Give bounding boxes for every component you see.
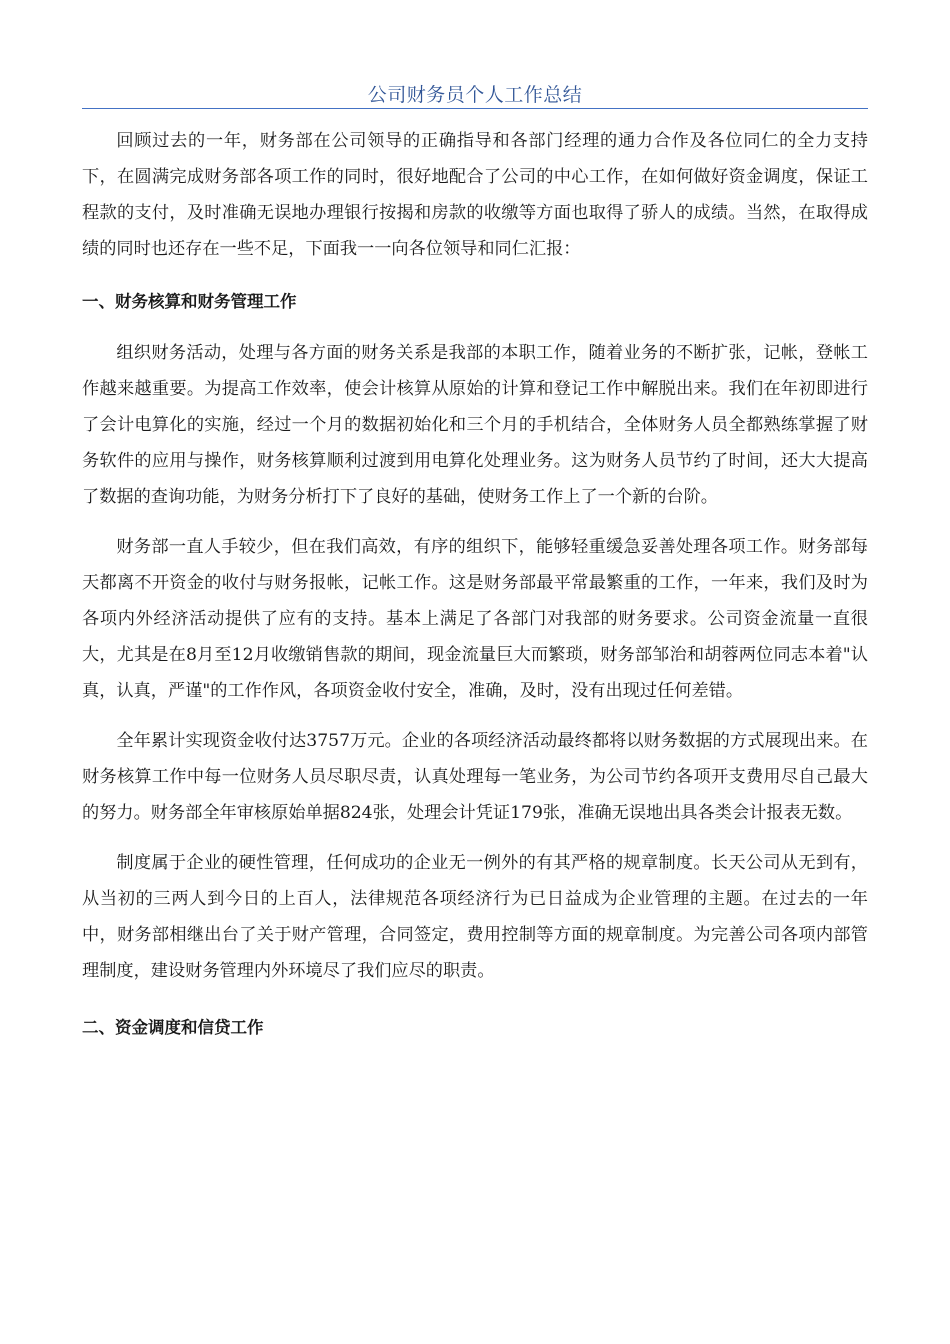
section1-paragraph-3: 全年累计实现资金收付达3757万元。企业的各项经济活动最终都将以财务数据的方式展现出来。在财务核算工作中每一位财务人员尽职尽责，认真处理每一笔业务，为公司节约各项开支费用尽自己最大的努力。财务部全年审核原始单据824张，处理会计凭证179张，准确无误地出具各类会计报表无数。 [82, 731, 868, 823]
intro-paragraph: 回顾过去的一年，财务部在公司领导的正确指导和各部门经理的通力合作及各位同仁的全力支持下，在圆满完成财务部各项工作的同时，很好地配合了公司的中心工作，在如何做好资金调度，保证工程款的支付，及时准确无误地办理银行按揭和房款的收缴等方面也取得了骄人的成绩。当然，在取得成绩的同时也还存在一些不足，下面我一一向各位领导和同仁汇报： [82, 131, 868, 259]
document-page [82, 0, 868, 1043]
section-heading-2: 二、资金调度和信贷工作 [82, 1018, 264, 1037]
document-title: 公司财务员个人工作总结 [367, 84, 583, 106]
section-heading-1: 一、财务核算和财务管理工作 [82, 292, 297, 311]
section1-paragraph-1: 组织财务活动，处理与各方面的财务关系是我部的本职工作，随着业务的不断扩张，记帐，登帐工作越来越重要。为提高工作效率，使会计核算从原始的计算和登记工作中解脱出来。我们在年初即进行了会计电算化的实施，经过一个月的数据初始化和三个月的手机结合，全体财务人员全都熟练掌握了财务软件的应用与操作，财务核算顺利过渡到用电算化处理业务。这为财务人员节约了时间，还大大提高了数据的查询功能，为财务分析打下了良好的基础，使财务工作上了一个新的台阶。 [82, 343, 868, 507]
title-underline [82, 108, 868, 109]
section1-paragraph-2: 财务部一直人手较少，但在我们高效，有序的组织下，能够轻重缓急妥善处理各项工作。财务部每天都离不开资金的收付与财务报帐，记帐工作。这是财务部最平常最繁重的工作，一年来，我们及时为各项内外经济活动提供了应有的支持。基本上满足了各部门对我部的财务要求。公司资金流量一直很大，尤其是在8月至12月收缴销售款的期间，现金流量巨大而繁琐，财务部邹治和胡蓉两位同志本着"认真，认真，严谨"的工作作风，各项资金收付安全，准确，及时，没有出现过任何差错。 [82, 537, 868, 701]
section1-paragraph-4: 制度属于企业的硬性管理，任何成功的企业无一例外的有其严格的规章制度。长天公司从无到有，从当初的三两人到今日的上百人，法律规范各项经济行为已日益成为企业管理的主题。在过去的一年中，财务部相继出台了关于财产管理，合同签定，费用控制等方面的规章制度。为完善公司各项内部管理制度，建设财务管理内外环境尽了我们应尽的职责。 [82, 853, 868, 981]
